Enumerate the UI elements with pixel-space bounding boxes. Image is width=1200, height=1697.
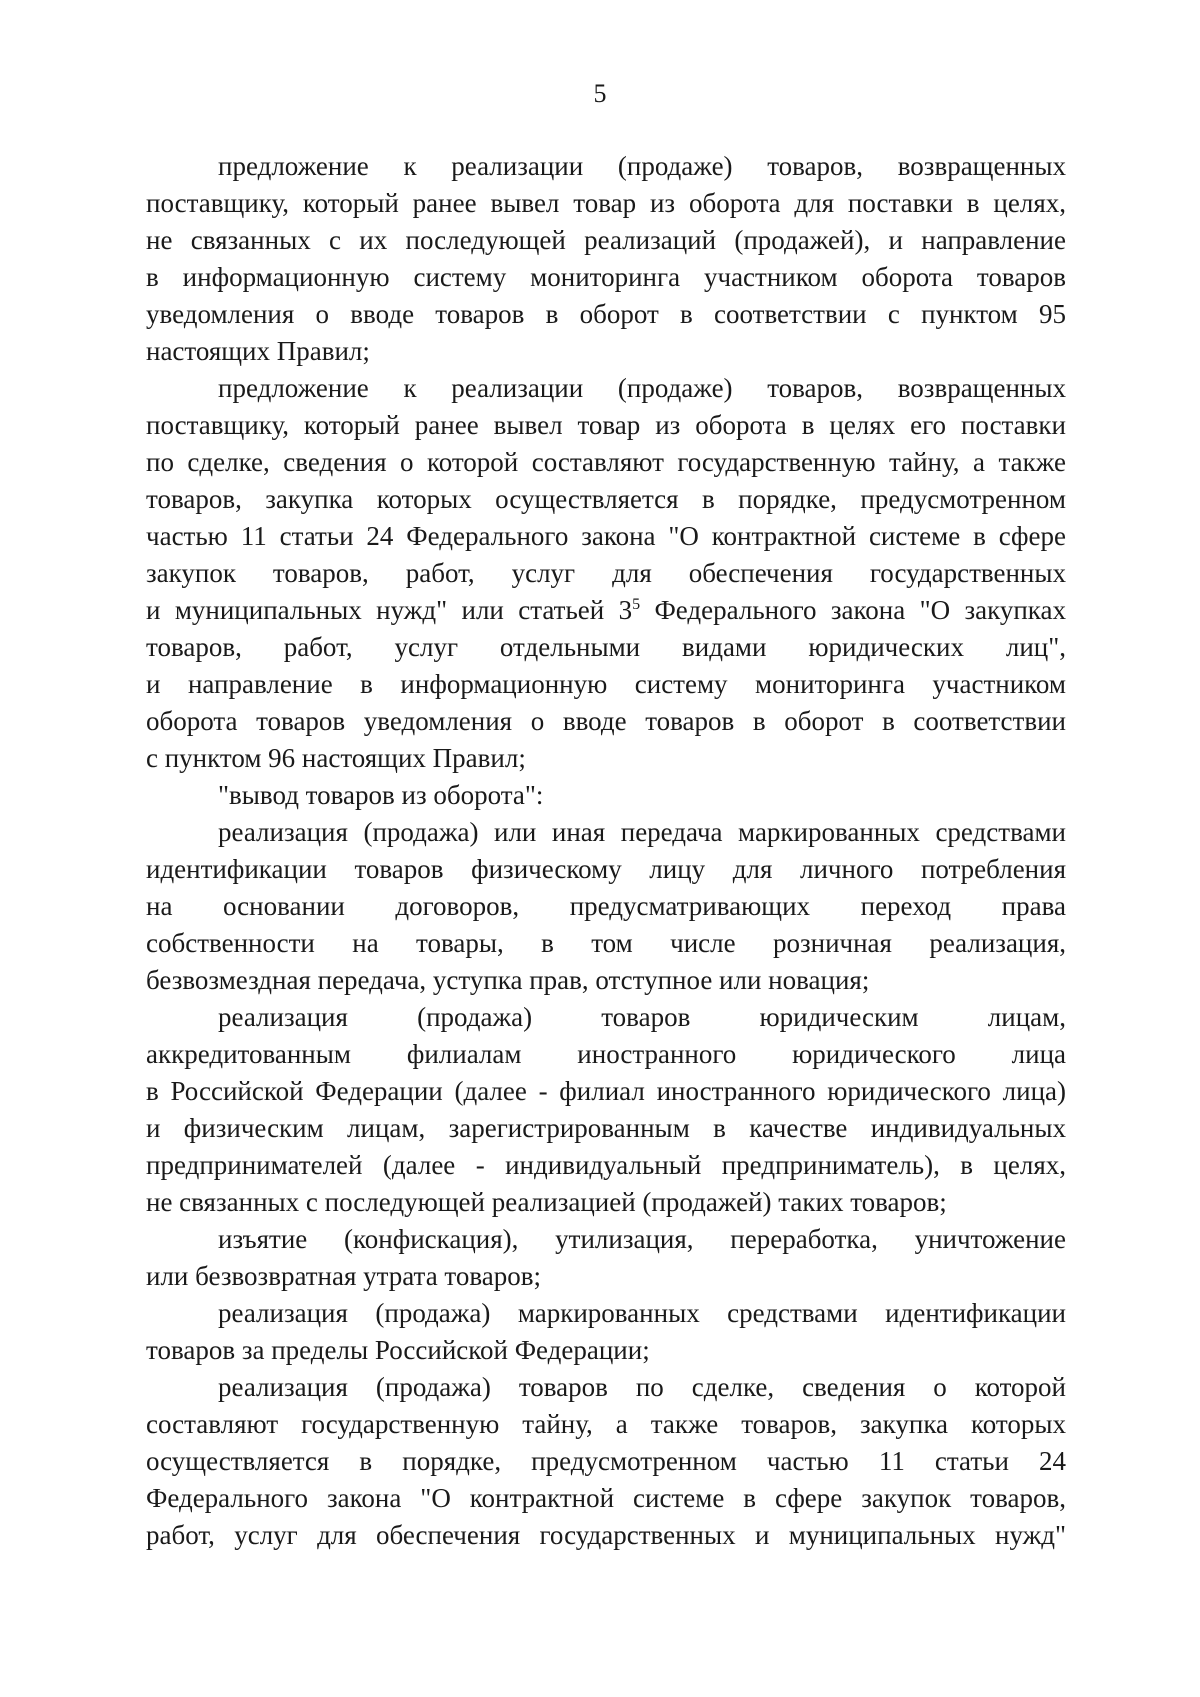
text-line: идентификации товаров физическому лицу для личного потребления — [146, 854, 1066, 884]
text-line: собственности на товары, в том числе розничная реализация, — [146, 928, 1066, 958]
text-line: осуществляется в порядке, предусмотренном частью 11 статьи 24 — [146, 1446, 1066, 1476]
text-line: предложение к реализации (продаже) товаров, возвращенных — [218, 151, 1066, 181]
text-line: поставщику, который ранее вывел товар из оборота для поставки в целях, — [146, 188, 1066, 218]
text-line: изъятие (конфискация), утилизация, переработка, уничтожение — [218, 1224, 1066, 1254]
text-line: предложение к реализации (продаже) товаров, возвращенных — [218, 373, 1066, 403]
text-line: безвозмездная передача, уступка прав, отступное или новация; — [146, 965, 870, 995]
text-line: и физическим лицам, зарегистрированным в качестве индивидуальных — [146, 1113, 1066, 1143]
text-line: предпринимателей (далее - индивидуальный предприниматель), в целях, — [146, 1150, 1066, 1180]
text-line: по сделке, сведения о которой составляют государственную тайну, а также — [146, 447, 1066, 477]
text-line: составляют государственную тайну, а также товаров, закупка которых — [146, 1409, 1066, 1439]
text-line: товаров, работ, услуг отдельными видами юридических лиц", — [146, 632, 1066, 662]
text-line: товаров, закупка которых осуществляется в порядке, предусмотренном — [146, 484, 1066, 514]
text-line-with-superscript — [146, 592, 1066, 629]
document-body — [146, 148, 1066, 1554]
text-line: "вывод товаров из оборота": — [218, 780, 544, 810]
text-line: настоящих Правил; — [146, 336, 370, 366]
text-line: товаров за пределы Российской Федерации; — [146, 1335, 650, 1365]
text-line: и направление в информационную систему мониторинга участником — [146, 669, 1066, 699]
paragraph-return-to-supplier-96 — [146, 370, 1066, 777]
text-line: не связанных с последующей реализацией (продажей) таких товаров; — [146, 1187, 947, 1217]
text-line: закупок товаров, работ, услуг для обеспечения государственных — [146, 558, 1066, 588]
paragraph-confiscation — [146, 1221, 1066, 1295]
paragraph-export — [146, 1295, 1066, 1369]
paragraph-state-secret-sale — [146, 1369, 1066, 1554]
text-line: уведомления о вводе товаров в оборот в соответствии с пунктом 95 — [146, 299, 1066, 329]
text-line: реализация (продажа) маркированных средствами идентификации — [218, 1298, 1066, 1328]
text-line: на основании договоров, предусматривающих переход права — [146, 891, 1066, 921]
paragraph-return-to-supplier-95 — [146, 148, 1066, 370]
text-line: с пунктом 96 настоящих Правил; — [146, 743, 526, 773]
page-number: 5 — [593, 79, 607, 108]
text-fragment: и муниципальных нужд" или статьей 3 — [146, 595, 633, 625]
text-line: частью 11 статьи 24 Федерального закона "О контрактной системе в сфере — [146, 521, 1066, 551]
text-line: в Российской Федерации (далее - филиал иностранного юридического лица) — [146, 1076, 1066, 1106]
text-line: аккредитованным филиалам иностранного юридического лица — [146, 1039, 1066, 1069]
paragraph-sale-to-individual — [146, 814, 1066, 999]
text-line: реализация (продажа) товаров по сделке, сведения о которой — [218, 1372, 1066, 1402]
superscript: 5 — [632, 596, 641, 613]
text-line: работ, услуг для обеспечения государственных и муниципальных нужд" — [146, 1520, 1066, 1550]
text-fragment: Федерального закона "О закупках — [640, 595, 1066, 625]
text-line: в информационную систему мониторинга участником оборота товаров — [146, 262, 1066, 292]
text-line: реализация (продажа) или иная передача маркированных средствами — [218, 817, 1066, 847]
text-line: реализация (продажа) товаров юридическим лицам, — [218, 1002, 1066, 1032]
paragraph-term-heading — [146, 777, 1066, 814]
paragraph-sale-to-legal-entities — [146, 999, 1066, 1221]
text-line: поставщику, который ранее вывел товар из оборота в целях его поставки — [146, 410, 1066, 440]
text-line: или безвозвратная утрата товаров; — [146, 1261, 541, 1291]
text-line: оборота товаров уведомления о вводе товаров в оборот в соответствии — [146, 706, 1066, 736]
text-line: Федерального закона "О контрактной системе в сфере закупок товаров, — [146, 1483, 1066, 1513]
text-line: не связанных с их последующей реализаций (продажей), и направление — [146, 225, 1066, 255]
